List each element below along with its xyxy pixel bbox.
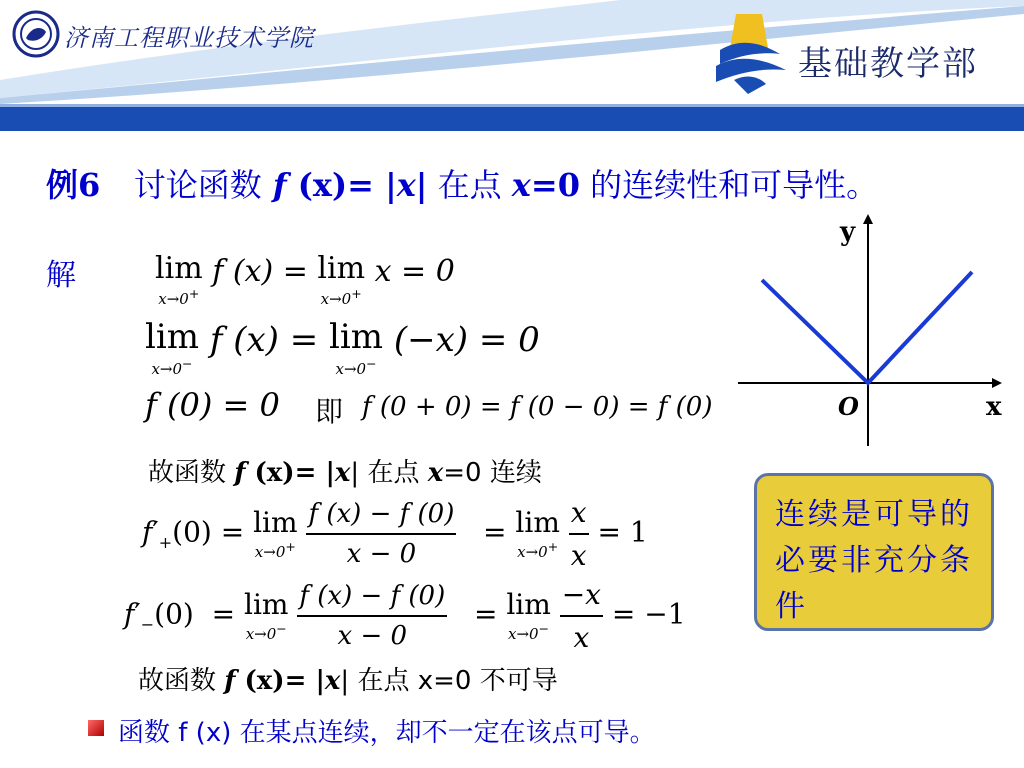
header-blue-bar xyxy=(0,107,1024,131)
dept-name: 基础教学部 xyxy=(798,44,978,84)
solution-label: 解 xyxy=(46,258,76,293)
lim-sub: x→0 xyxy=(158,290,189,308)
deriv-f: f xyxy=(124,597,135,631)
fraction-denominator: x xyxy=(570,539,587,572)
lim-sup: − xyxy=(182,356,193,371)
dept-emblem-icon xyxy=(700,8,792,96)
simplified-quotient xyxy=(569,496,589,572)
conclusion-point-text: | 在点 xyxy=(350,458,428,488)
lim-sup: + xyxy=(351,286,362,301)
summary-note: 函数 f (x) 在某点连续，却不一定在该点可导。 xyxy=(118,718,656,748)
difference-quotient xyxy=(297,581,447,651)
deriv-eq2: = xyxy=(483,515,507,549)
conclusion-arg: (x)= | xyxy=(235,666,325,696)
slide-header xyxy=(0,0,1024,107)
callout-text: 连续是可导的必要非充分条件 xyxy=(775,497,973,624)
lim-operator xyxy=(515,505,560,561)
title-arg: (x) xyxy=(286,166,348,204)
conclusion-arg: (x)= | xyxy=(245,458,335,488)
title-tail-text: 的连续性和可导性。 xyxy=(579,166,879,204)
lim-operator xyxy=(329,317,384,378)
lim-text: lim xyxy=(317,251,366,286)
fraction-denominator: x − 0 xyxy=(346,539,417,569)
deriv-sub: − xyxy=(140,615,155,635)
deriv-result: = −1 xyxy=(611,597,686,631)
title-abs-close: | xyxy=(415,166,428,204)
function-value-equation: f (0) = 0 xyxy=(145,386,280,424)
lim-text: lim xyxy=(145,317,199,357)
conclusion-tail: =0 连续 xyxy=(443,458,542,488)
origin-label: O xyxy=(838,392,859,421)
lim-operator xyxy=(317,251,366,308)
abs-value-graph xyxy=(730,210,1020,450)
conclusion-x: x xyxy=(324,666,341,696)
deriv-prime: ′ xyxy=(152,515,159,549)
lim-operator xyxy=(244,587,289,643)
fraction-numerator: f (x) − f (0) xyxy=(299,581,446,611)
conclusion-x0: x xyxy=(427,458,444,488)
deriv-prime: ′ xyxy=(134,597,141,631)
deriv-arg: (0) xyxy=(154,597,194,631)
title-eq0: =0 xyxy=(530,166,580,204)
lim-sup: + xyxy=(188,286,200,301)
lim-text: lim xyxy=(506,587,551,621)
school-emblem-icon xyxy=(12,10,60,58)
simplified-quotient xyxy=(560,578,603,654)
deriv-arg: (0) xyxy=(172,515,212,549)
deriv-result: = 1 xyxy=(597,515,648,549)
right-derivative-equation xyxy=(142,496,648,572)
school-name: 济南工程职业技术学院 xyxy=(64,24,314,52)
fraction-numerator: x xyxy=(570,496,587,529)
lim-text: lim xyxy=(253,505,298,539)
lim-sup: + xyxy=(285,538,296,554)
fraction-bar xyxy=(569,533,589,535)
fraction-denominator: x xyxy=(573,621,590,654)
y-axis-label: y xyxy=(840,217,856,247)
deriv-eq2: = xyxy=(473,597,498,631)
deriv-eq: = xyxy=(220,515,245,549)
fraction-numerator: −x xyxy=(561,578,601,611)
eq2-rhs: (−x) = 0 xyxy=(393,320,540,360)
lim-sub: x→0 xyxy=(151,360,183,378)
y-axis-arrow-icon xyxy=(863,214,873,224)
example-number: 例6 xyxy=(46,166,101,204)
conclusion-x: x xyxy=(334,458,351,488)
lim-text: lim xyxy=(515,505,560,539)
fraction-bar xyxy=(306,533,456,535)
eq2-lhs: f (x) = xyxy=(209,320,319,360)
conclusion-f: f xyxy=(234,458,246,488)
fraction-denominator: x − 0 xyxy=(337,621,408,651)
title-eq: = | xyxy=(347,166,397,204)
bullet-icon xyxy=(88,720,104,736)
title-point-text: 在点 xyxy=(427,166,512,204)
deriv-f: f xyxy=(142,515,153,549)
necessary-condition-callout xyxy=(754,473,994,631)
title-f: f xyxy=(272,166,287,204)
lim-operator xyxy=(155,251,203,308)
eq1-rhs: x = 0 xyxy=(374,254,455,289)
fraction-bar xyxy=(297,615,447,617)
title-text: 讨论函数 xyxy=(133,166,262,204)
x-axis-label: x xyxy=(986,392,1002,422)
fraction-numerator: f (x) − f (0) xyxy=(308,499,455,529)
lim-operator xyxy=(253,505,298,561)
left-limit-equation xyxy=(145,317,540,378)
ji-label: 即 xyxy=(315,395,344,428)
x-axis-arrow-icon xyxy=(992,378,1002,388)
conclusion-tail: x=0 不可导 xyxy=(417,666,558,696)
lim-sup: + xyxy=(547,538,559,554)
equality-chain: f (0 + 0) = f (0 − 0) = f (0) xyxy=(362,392,713,422)
conclusion-text: 故函数 xyxy=(138,666,225,696)
difference-quotient xyxy=(306,499,456,569)
lim-sub: x→0 xyxy=(335,360,367,378)
lim-sup: − xyxy=(366,356,377,371)
fraction-bar xyxy=(560,615,603,617)
deriv-sub: + xyxy=(158,533,173,553)
conclusion-f: f xyxy=(224,666,236,696)
lim-text: lim xyxy=(244,587,289,621)
lim-text: lim xyxy=(155,251,203,286)
eq1-lhs: f (x) = xyxy=(212,254,308,289)
title-x0: x xyxy=(511,166,531,204)
lim-sub: x→0 xyxy=(245,624,277,643)
lim-sup: − xyxy=(276,620,287,636)
left-derivative-equation xyxy=(124,578,686,654)
lim-sub: x→0 xyxy=(320,290,352,308)
lim-sub: x→0 xyxy=(508,624,539,643)
lim-text: lim xyxy=(329,317,384,357)
conclusion-point-text: | 在点 xyxy=(340,666,418,696)
nondifferentiable-conclusion xyxy=(138,660,558,697)
lim-operator xyxy=(506,587,551,643)
lim-sub: x→0 xyxy=(254,542,286,561)
conclusion-text: 故函数 xyxy=(148,458,235,488)
deriv-eq: = xyxy=(211,597,236,631)
lim-sup: − xyxy=(538,620,550,636)
lim-operator xyxy=(145,317,199,378)
continuity-conclusion xyxy=(148,452,542,489)
right-limit-equation xyxy=(155,251,455,308)
example-title xyxy=(46,160,878,206)
lim-sub: x→0 xyxy=(517,542,548,561)
title-x: x xyxy=(396,166,416,204)
